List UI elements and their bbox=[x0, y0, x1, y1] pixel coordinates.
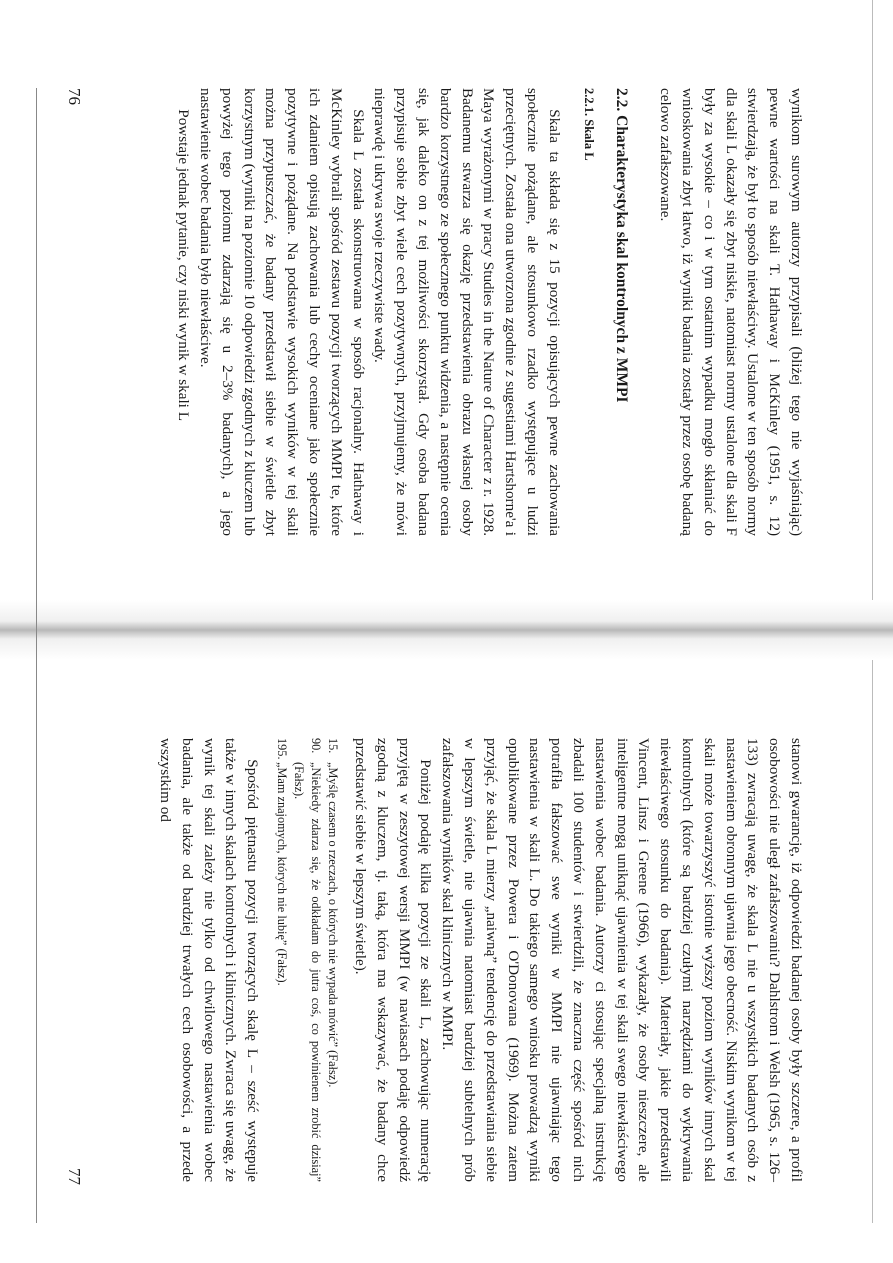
list-item bbox=[290, 738, 324, 1182]
paragraph: Poniżej podaję kilka pozycji ze skali L, zachowując numerację przyjętą w zeszytowej wersji MMPI (w nawiasach podaję odpowiedź zgodną z kluczem, tj. taką, która ma wskazywać, że badany chce przedstawić siebie w lepszym świetle). bbox=[352, 738, 435, 1182]
list-item bbox=[273, 738, 290, 1182]
item-list bbox=[273, 738, 341, 1182]
page-number: 76 bbox=[65, 88, 84, 105]
left-page bbox=[0, 0, 893, 620]
book-gutter bbox=[0, 600, 893, 660]
paragraph: stanowi gwarancję, iż odpowiedzi badanej osoby były szczere, a profil osobowości nie uległ zafałszowaniu? Dahlstrom i Welsh (1965, s. 126–133) zwracają uwagę, że skala L nie u wszystkich badanych osób z nastawieniem obronnym ujawnia jego obecność. Niskim wynikom w tej skali może towarzyszyć istotnie wyższy poziom wyników innych skal kontrolnych (które są bardziej czułymi narzędziami do wykrywania niewłaściwego stosunku do badania). Materiały, jakie przedstawili Vincent, Linsz i Greene (1966), wykazały, że osoby nieszczere, ale inteligentne mogą uniknąć ujawnienia w tej skali swego niewłaściwego nastawienia wobec badania. Autorzy ci stosując specjalną instrukcję zbadali 100 studentów i stwierdzili, że znaczna część spośród nich potrafiła fałszować swe wyniki w MMPI nie ujawniając tego nastawienia w skali L. Do takiego samego wniosku prowadzą wyniki opublikowane przez Powera i O'Donovana (1969). Można zatem przyjąć, że skala L mierzy „naiwną” tendencję do przedstawiania siebie w lepszym świetle, nie ujawnia natomiast bardziej subtelnych prób zafałszowania wyników skal klinicznych w MMPI. bbox=[439, 738, 805, 1182]
item-number: 195. bbox=[275, 738, 290, 760]
paragraph: Skala L została skonstruowana w sposób racjonalny. Hathaway i McKinley wybrali spośród zestawu pozycji tworzących MMPI te, które ich zdaniem opisują zachowania lub cechy oceniane jako społecznie pozytywne i pożądane. Na podstawie wysokich wyników w tej skali można przypuszczać, że badany przedstawił siebie w świetle zbyt korzystnym (wyniki na poziomie 10 odpowiedzi zgodnych z kluczem lub powyżej tego poziomu zdarzają się u 2–3% badanych), a jego nastawienie wobec badania było niewłaściwe. bbox=[197, 88, 367, 536]
list-item bbox=[324, 738, 341, 1182]
left-page-text bbox=[172, 88, 807, 536]
right-page bbox=[0, 660, 893, 1263]
item-number: 15. bbox=[326, 738, 341, 754]
item-number: 90. bbox=[309, 738, 324, 754]
right-page-text bbox=[154, 738, 807, 1182]
item-text: „Myślę czasem o rzeczach, o których nie wypada mówić” (Fałsz). bbox=[326, 762, 341, 1088]
paragraph: wynikom surowym autorzy przypisali (bliżej tego nie wyjaśniając) pewne wartości na skali T. Hathaway i McKinley (1951, s. 12) stwierdzają, że był to sposób niewłaściwy. Ustalone w ten sposób normy dla skali L okazały się zbyt niskie, natomiast normy ustalone dla skali F były za wysokie – co i w tym ostatnim wypadku mogło skłaniać do wnioskowania zbyt łatwo, iż wyniki badania zostały przez osobę badaną celowo zafałszowane. bbox=[657, 88, 805, 536]
subsection-heading: 2.2.1. Skala L bbox=[581, 88, 596, 161]
page-number: 77 bbox=[65, 1168, 84, 1185]
paragraph: Powstaje jednak pytanie, czy niski wynik w skali L bbox=[175, 109, 193, 421]
paragraph: Skala ta składa się z 15 pozycji opisujących pewne zachowania społecznie pożądane, ale stosunkowo rzadko występujące u ludzi przeciętnych. Została ona utworzona zgodnie z sugestiami Hartshorne'a i Maya wyrażonymi w pracy Studies in the Nature of Character z r. 1928. Badanemu stwarza się okazję przedstawienia obrazu własnej osoby bardzo korzystnego ze społecznego punktu widzenia, a następnie ocenia się, jak daleko on z tej możliwości skorzystał. Gdy osoba badana przypisuje sobie zbyt wiele cech pozytywnych, przyjmujemy, że mówi nieprawdę i ukrywa swoje rzeczywiste wady. bbox=[371, 88, 563, 536]
scan-edge-line bbox=[36, 88, 37, 1223]
section-heading: 2.2. Charakterystyka skal kontrolnych z MMPI bbox=[613, 88, 631, 403]
item-text: „Niekiedy zdarza się, że odkładam do jutra coś, co powinienem zrobić dzisiaj” (Fałsz). bbox=[292, 762, 324, 1182]
item-text: „Mam znajomych, których nie lubię” (Fałsz). bbox=[275, 762, 290, 986]
paragraph: Spośród piętnastu pozycji tworzących skalę L – sześć występuje także w innych skalach kontrolnych i klinicznych. Zwraca się uwagę, że wynik tej skali zależy nie tylko od chwilowego nastawienia wobec badania, ale także od bardziej trwałych cech osobowości, a przede wszystkim od bbox=[157, 738, 262, 1182]
